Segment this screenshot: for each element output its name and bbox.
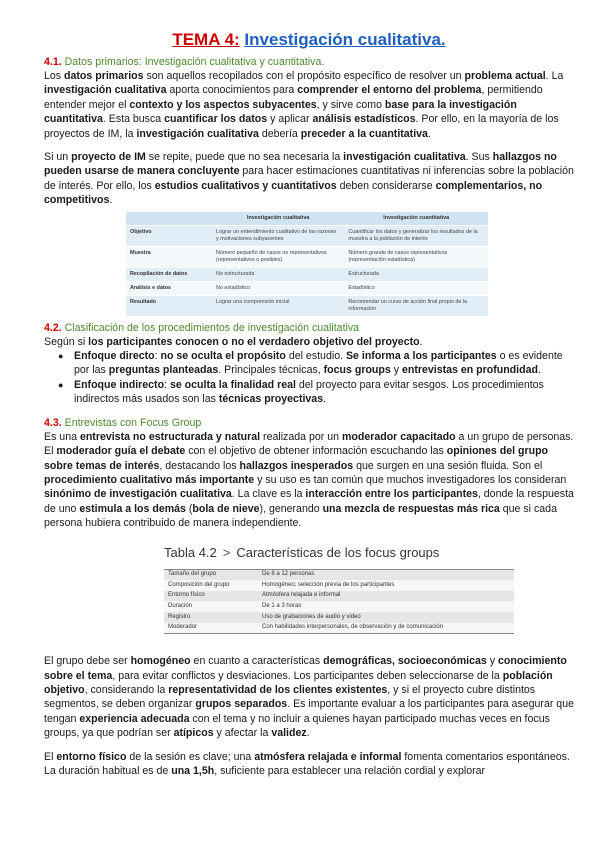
table-cell: Entorno físico: [164, 591, 258, 602]
table-row: [164, 612, 514, 623]
section-heading-4-3: [44, 416, 574, 430]
section-title: Clasificación de los procedimientos de investigación cualitativa: [64, 321, 360, 334]
table-cell: Recopilación de datos: [126, 267, 212, 281]
table-cell: Cuantificar los datos y generalizar los resultados de la muestra a la población de interés: [344, 225, 488, 246]
paragraph: Según si los participantes conocen o no el verdadero objetivo del proyecto.: [44, 335, 423, 348]
table-cell: Moderador: [164, 623, 258, 634]
section-number: 4.3.: [44, 416, 62, 429]
table-cell: Homogéneo; selección previa de los participantes: [258, 580, 514, 591]
section-heading-4-1: [44, 55, 574, 69]
table-row: [164, 601, 514, 612]
comparison-table: [126, 212, 488, 316]
table-cell: De 8 a 12 personas: [258, 569, 514, 580]
section-title: Datos primarios: Investigación cualitativa y cuantitativa.: [64, 56, 325, 68]
table-caption: [164, 545, 514, 561]
table-cell: Número grande de casos representativos (representación estadística): [344, 246, 488, 267]
table-row: [164, 569, 514, 580]
table-cell: Tamaño del grupo: [164, 569, 258, 580]
page-title: [44, 0, 574, 50]
table-cell: Lograr un entendimiento cualitativo de las razones y motivaciones subyacentes: [212, 225, 344, 246]
table-row: [126, 267, 488, 281]
table-cell: Objetivo: [126, 225, 212, 246]
table-row: [126, 295, 488, 316]
table-row: [164, 591, 514, 602]
table-cell: Registro: [164, 612, 258, 623]
paragraph: El entorno físico de la sesión es clave; una atmósfera relajada e informal fomenta comentarios espontáneos. La duración habitual es de una 1,5h, suficiente para establecer una relación cordial y explorar: [44, 750, 570, 777]
table-cell: Atmósfera relajada e informal: [258, 591, 514, 602]
table-cell: Lograr una comprensión inicial: [212, 295, 344, 316]
list-item: ● Enfoque indirecto: se oculta la finalidad real del proyecto para evitar sesgos. Los procedimientos indirectos más usados son las técnicas proyectivas.: [58, 378, 574, 407]
bullet-list: [44, 349, 574, 407]
table-cell: Estructurada: [344, 267, 488, 281]
table-row: [126, 225, 488, 246]
table-cell: Recomendar un curso de acción final propio de la información: [344, 295, 488, 316]
table-header: Investigación cuantitativa: [344, 212, 488, 226]
list-item: ● Enfoque directo: no se oculta el propósito del estudio. Se informa a los participantes o es evidente por las preguntas planteadas. Principales técnicas, focus groups y entrevistas en profundidad.: [58, 349, 574, 378]
table-header: [126, 212, 212, 226]
table-row: [164, 623, 514, 634]
paragraph: El grupo debe ser homogéneo en cuanto a características demográficas, socioeconómicas y conocimiento sobre el tema, para evitar conflictos y desviaciones. Los participantes deben seleccionarse de la población objetivo, considerando la representatividad de los clientes existentes, y si el proyecto cubre distintos segmentos, se deben organizar grupos separados. Es importante evaluar a los participantes para asegurar que tengan experiencia adecuada con el tema y no incluir a quienes hayan participado muchas veces en focus groups, ya que podrían ser atípicos y afectar la validez.: [44, 655, 574, 740]
chevron-right-icon: >: [222, 544, 231, 560]
table-cell: No estadístico: [212, 281, 344, 295]
table-cell: Muestra: [126, 246, 212, 267]
table-cell: Análisis e datos: [126, 281, 212, 295]
title-prefix: TEMA 4:: [172, 30, 240, 49]
table-cell: Número pequeño de casos no representativos (representativos o posibles): [212, 246, 344, 267]
title-text: Investigación cualitativa.: [244, 30, 446, 49]
table-row: [164, 580, 514, 591]
table-caption-text: Características de los focus groups: [236, 544, 440, 560]
table-cell: Uso de grabaciones de audio y video: [258, 612, 514, 623]
section-number: 4.1.: [44, 56, 62, 68]
table-cell: Estadístico: [344, 281, 488, 295]
table-cell: Con habilidades interpersonales, de observación y de comunicación: [258, 623, 514, 634]
table-cell: Resultado: [126, 295, 212, 316]
paragraph: Es una entrevista no estructurada y natural realizada por un moderador capacitado a un grupo de personas. El moderador guía el debate con el objetivo de obtener información escuchando las opiniones del grupo sobre temas de interés, destacando los hallazgos inesperados que surgen en una sesión fluida. Son el procedimiento cualitativo más importante y su uso es tan común que muchos investigadores los consideran sinónimo de investigación cualitativa. La clave es la interacción entre los participantes, donde la respuesta de uno estimula a los demás (bola de nieve), generando una mezcla de respuestas más rica que si cada persona hubiera contribuido de manera independiente.: [44, 430, 574, 530]
paragraph: Si un proyecto de IM se repite, puede que no sea necesaria la investigación cualitativa. Sus hallazgos no pueden usarse de manera concluyente para hacer estimaciones cuantitativas ni inferencias sobre la población de interés. Por ello, los estudios cualitativos y cuantitativos deben considerarse complementarios, no competitivos.: [44, 151, 574, 207]
section-number: 4.2.: [44, 321, 62, 334]
table-header: Investigación cualitativa: [212, 212, 344, 226]
table-label: Tabla 4.2: [164, 544, 217, 560]
table-cell: Composición del grupo: [164, 580, 258, 591]
table-row: [126, 281, 488, 295]
table-row: [126, 246, 488, 267]
table-cell: Duración: [164, 601, 258, 612]
section-title: Entrevistas con Focus Group: [64, 416, 202, 429]
paragraph: Los datos primarios son aquellos recopilados con el propósito específico de resolver un problema actual. La investigación cualitativa aporta conocimientos para comprender el entorno del problema, permitiendo entender mejor el contexto y los aspectos subyacentes, y sirve como base para la investigación cuantitativa. Esta busca cuantificar los datos y aplicar análisis estadísticos. Por ello, en la mayoría de los proyectos de IM, la investigación cualitativa debería preceder a la cuantitativa.: [44, 70, 564, 140]
table-cell: No estructurada: [212, 267, 344, 281]
table-cell: De 1 a 3 horas: [258, 601, 514, 612]
section-heading-4-2: [44, 321, 574, 335]
focus-group-table: [164, 545, 514, 635]
